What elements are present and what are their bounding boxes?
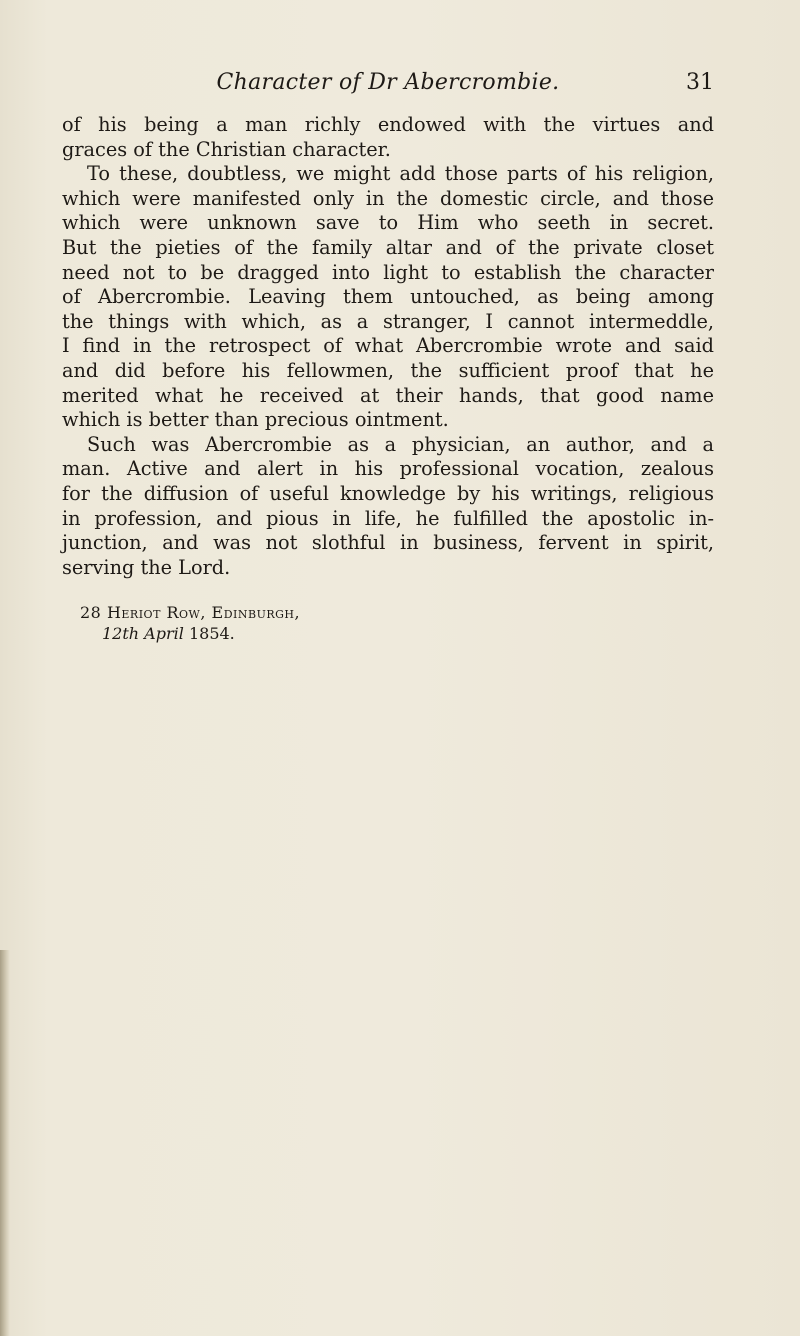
text-line: serving the Lord. — [62, 555, 231, 579]
signoff-date-year: 1854. — [188, 624, 235, 643]
text-line: man. Active and alert in his professional vocation, zealous — [62, 457, 714, 481]
text-line: merited what he received at their hands, that good name — [62, 383, 714, 407]
signoff — [80, 602, 300, 644]
text-line: need not to be dragged into light to establish the character — [62, 260, 714, 284]
text-line: of Abercrombie. Leaving them untouched, as being among — [62, 285, 714, 309]
text-line: which were unknown save to Him who seeth in secret. — [62, 211, 714, 235]
text-line: graces of the Christian character. — [62, 137, 391, 161]
text-line: which is better than precious ointment. — [62, 408, 449, 432]
text-line: the things with which, as a stranger, I cannot intermeddle, — [62, 309, 714, 333]
text-line: which were manifested only in the domestic circle, and those — [62, 186, 714, 210]
text-line: To these, doubtless, we might add those parts of his religion, — [87, 162, 714, 186]
text-line: Such was Abercrombie as a physician, an author, and a — [87, 432, 714, 456]
running-head — [62, 70, 714, 102]
signoff-date — [80, 623, 300, 644]
text-line: I find in the retrospect of what Abercrombie wrote and said — [62, 334, 714, 358]
page-edge-shadow — [0, 950, 10, 1336]
signoff-date-day: 12th April — [102, 624, 184, 643]
text-line: in profession, and pious in life, he fulfilled the apostolic in- — [62, 506, 714, 530]
text-line: But the pieties of the family altar and of the private closet — [62, 235, 714, 259]
text-line: junction, and was not slothful in business, fervent in spirit, — [62, 531, 714, 555]
running-title: Character of Dr Abercrombie. — [216, 70, 560, 95]
text-line: and did before his fellowmen, the sufficient proof that he — [62, 358, 714, 382]
text-line: of his being a man richly endowed with the virtues and — [62, 113, 714, 136]
text-line: for the diffusion of useful knowledge by his writings, religious — [62, 481, 714, 505]
page-number: 31 — [686, 70, 714, 95]
body-text — [62, 113, 714, 580]
signoff-place: 28 Heriot Row, Edinburgh, — [80, 603, 301, 622]
